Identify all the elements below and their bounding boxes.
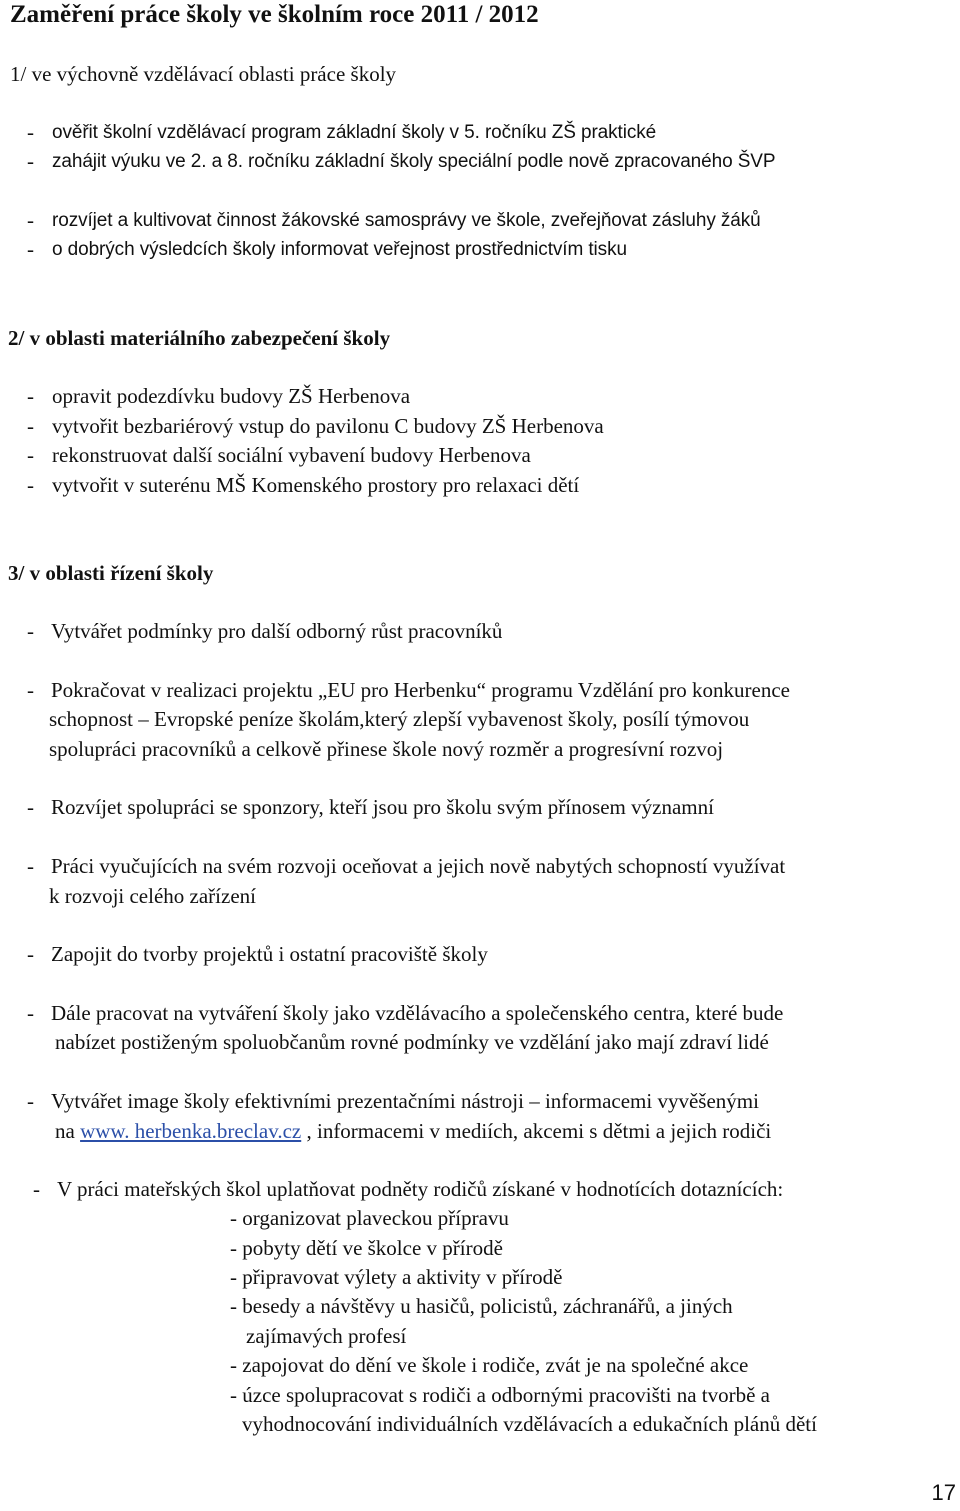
section3-item-5: Zapojit do tvorby projektů i ostatní pracoviště školy: [51, 942, 488, 966]
subitem-cooperation: - úzce spolupracovat s rodiči a odbornými pracovišti na tvorbě a: [230, 1383, 770, 1407]
page-number: 17: [931, 1480, 956, 1505]
section3-item-2-line1: Pokračovat v realizaci projektu „EU pro Herbenku“ programu Vzdělání pro konkurence: [51, 678, 790, 702]
bullet-dash: -: [27, 795, 34, 819]
section1-item-2: zahájit výuku ve 2. a 8. ročníku základní školy speciální podle nově zpracovaného ŠVP: [52, 151, 776, 172]
section1-heading: 1/ ve výchovně vzdělávací oblasti práce školy: [10, 62, 397, 86]
section3-item-2-line3: spolupráci pracovníků a celkově přinese škole nový rozměr a progresívní rozvoj: [49, 737, 724, 761]
section1-item-3: rozvíjet a kultivovat činnost žákovské samosprávy ve škole, zveřejňovat zásluhy žáků: [52, 210, 761, 231]
bullet-dash: -: [27, 942, 34, 966]
section3-item-2-line2: schopnost – Evropské peníze školám,který zlepší vybavenost školy, posílí týmovou: [49, 707, 750, 731]
bullet-dash: -: [27, 678, 34, 702]
bullet-dash: -: [27, 443, 34, 467]
bullet-dash: -: [27, 619, 34, 643]
document-title: Zaměření práce školy ve školním roce 2011 / 2012: [10, 1, 539, 28]
bullet-dash: -: [27, 414, 34, 438]
item-7-prefix: na: [55, 1119, 81, 1143]
section3-item-4-line2: k rozvoji celého zařízení: [49, 884, 256, 908]
section2-item-4: vytvořit v suterénu MŠ Komenského prostory pro relaxaci dětí: [52, 473, 580, 497]
section1-item-4: o dobrých výsledcích školy informovat veřejnost prostřednictvím tisku: [52, 239, 627, 260]
section2-item-3: rekonstruovat další sociální vybavení budovy Herbenova: [52, 443, 531, 467]
school-website-link[interactable]: www. herbenka.breclav.cz: [80, 1119, 302, 1143]
subitem-nature-stays: - pobyty dětí ve školce v přírodě: [230, 1236, 503, 1260]
bullet-dash: -: [27, 1089, 34, 1113]
subitem-visits-cont: zajímavých profesí: [246, 1324, 407, 1348]
subitem-parents: - zapojovat do dění ve škole i rodiče, zvát je na společné akce: [230, 1353, 749, 1377]
bullet-dash: -: [27, 473, 34, 497]
bullet-dash: -: [27, 1001, 34, 1025]
bullet-dash: -: [27, 237, 34, 261]
bullet-dash: -: [27, 149, 34, 173]
section3-item-1: Vytvářet podmínky pro další odborný růst pracovníků: [51, 619, 503, 643]
item-7-suffix: , informacemi v mediích, akcemi s dětmi a jejich rodiči: [301, 1119, 772, 1143]
section3-item-8-line1: V práci mateřských škol uplatňovat podněty rodičů získané v hodnotících dotaznících:: [57, 1177, 784, 1201]
section2-item-1: opravit podezdívku budovy ZŠ Herbenova: [52, 384, 411, 408]
bullet-dash: -: [33, 1177, 40, 1201]
subitem-swimming: - organizovat plaveckou přípravu: [230, 1206, 509, 1230]
subitem-visits: - besedy a návštěvy u hasičů, policistů, záchranářů, a jiných: [230, 1294, 733, 1318]
section3-item-7-line1: Vytvářet image školy efektivními prezentačními nástroji – informacemi vyvěšenými: [51, 1089, 759, 1113]
section2-heading: 2/ v oblasti materiálního zabezpečení školy: [8, 326, 391, 350]
section3-item-4-line1: Práci vyučujících na svém rozvoji oceňovat a jejich nově nabytých schopností využívat: [51, 854, 786, 878]
bullet-dash: -: [27, 854, 34, 878]
section3-item-3: Rozvíjet spolupráci se sponzory, kteří jsou pro školu svým přínosem významní: [51, 795, 714, 819]
section3-item-6-line1: Dále pracovat na vytváření školy jako vzdělávacího a společenského centra, které bude: [51, 1001, 784, 1025]
bullet-dash: -: [27, 384, 34, 408]
section3-item-6-line2: nabízet postiženým spoluobčanům rovné podmínky ve vzdělání jako mají zdraví lidé: [55, 1030, 769, 1054]
section3-heading: 3/ v oblasti řízení školy: [8, 561, 214, 585]
subitem-cooperation-cont: vyhodnocování individuálních vzdělávacích a edukačních plánů dětí: [242, 1412, 817, 1436]
section2-item-2: vytvořit bezbariérový vstup do pavilonu C budovy ZŠ Herbenova: [52, 414, 604, 438]
section1-item-1: ověřit školní vzdělávací program základní školy v 5. ročníku ZŠ praktické: [52, 122, 657, 143]
subitem-trips: - připravovat výlety a aktivity v přírodě: [230, 1265, 563, 1289]
bullet-dash: -: [27, 208, 34, 232]
section3-item-7-line2: [55, 1117, 771, 1146]
bullet-dash: -: [27, 120, 34, 144]
